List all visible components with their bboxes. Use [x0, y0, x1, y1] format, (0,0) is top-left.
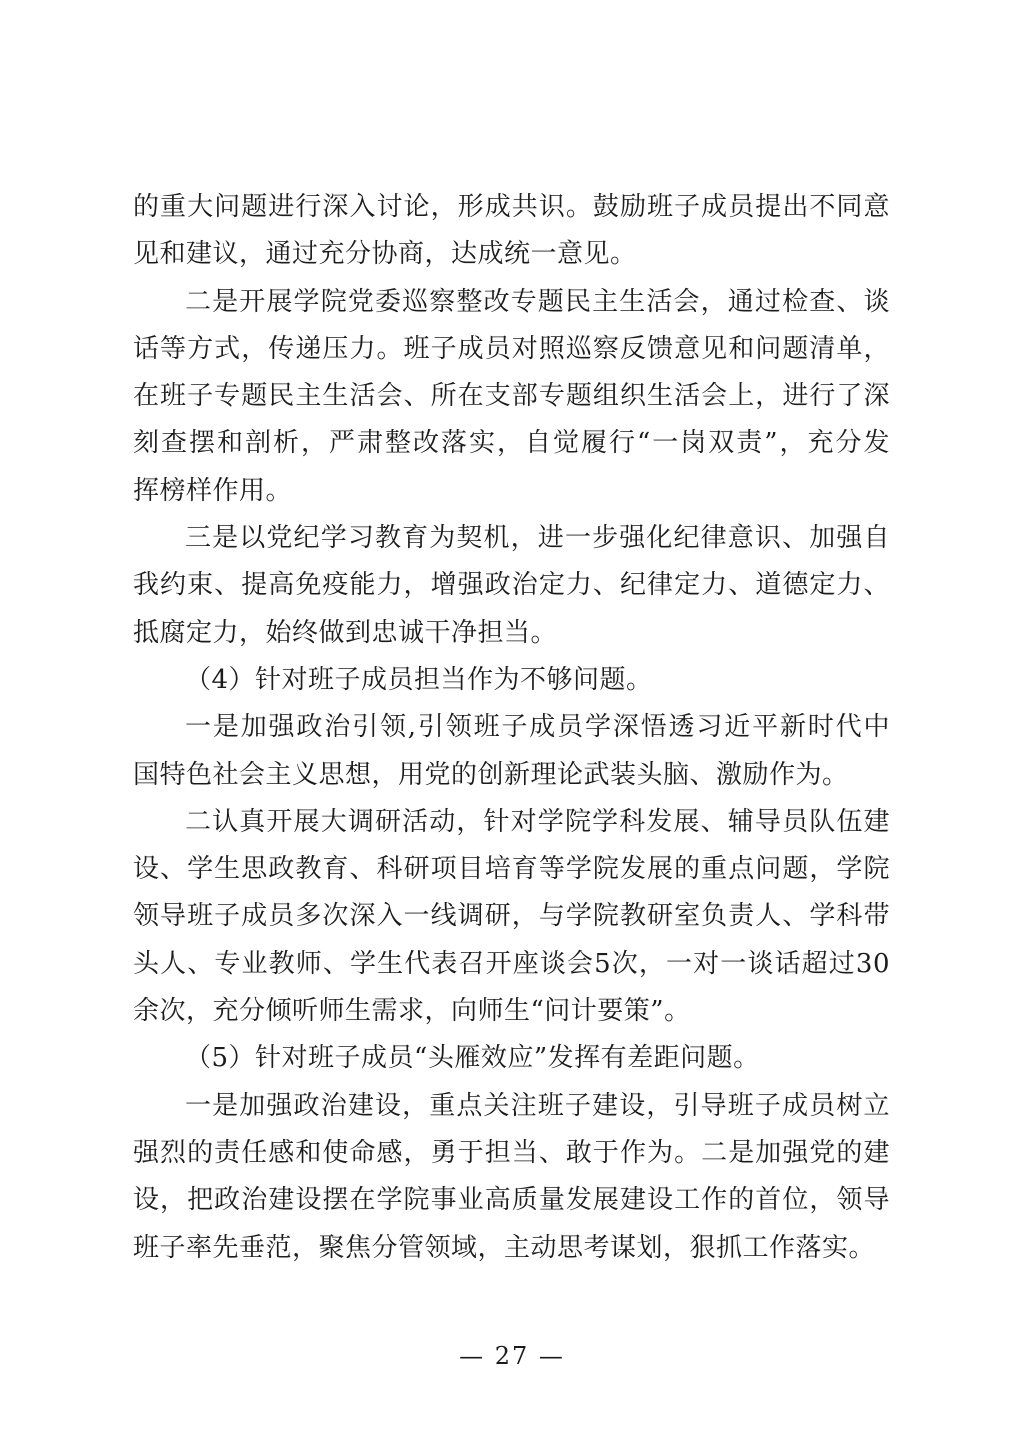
- text-line: 一是加强政治引领,引领班子成员学深悟透习近平新时代中: [185, 712, 890, 743]
- text-line: 我约束、提高免疫能力，增强政治定力、纪律定力、道德定力、: [133, 570, 890, 601]
- document-body: [133, 184, 890, 1272]
- text-line: 挥榜样作用。: [133, 475, 293, 506]
- text-line: （4）针对班子成员担当作为不够问题。: [185, 664, 653, 695]
- text-line: 在班子专题民主生活会、所在支部专题组织生活会上，进行了深: [133, 381, 890, 412]
- text-line: 的重大问题进行深入讨论，形成共识。鼓励班子成员提出不同意: [133, 192, 890, 222]
- text-line: 一是加强政治建设，重点关注班子建设，引导班子成员树立: [185, 1090, 890, 1121]
- text-line: 班子率先垂范，聚焦分管领域，主动思考谋划，狠抓工作落实。: [133, 1232, 876, 1263]
- text-line: 设，把政治建设摆在学院事业高质量发展建设工作的首位，领导: [133, 1185, 890, 1216]
- text-line: 话等方式，传递压力。班子成员对照巡察反馈意见和问题清单，: [133, 333, 890, 364]
- text-line: 三是以党纪学习教育为契机，进一步强化纪律意识、加强自: [185, 523, 890, 554]
- text-line: 刻查摆和剖析，严肃整改落实，自觉履行“一岗双责”，充分发: [133, 428, 890, 459]
- text-line: 余次，充分倾听师生需求，向师生“问计要策”。: [133, 996, 691, 1027]
- text-line: 见和建议，通过充分协商，达成统一意见。: [133, 239, 637, 270]
- text-line: 设、学生思政教育、科研项目培育等学院发展的重点问题，学院: [133, 854, 890, 885]
- page-number: — 27 —: [459, 1342, 565, 1370]
- text-line: 头人、专业教师、学生代表召开座谈会5次，一对一谈话超过30: [133, 948, 890, 979]
- text-line: 强烈的责任感和使命感，勇于担当、敢于作为。二是加强党的建: [133, 1137, 890, 1168]
- text-line: 国特色社会主义思想，用党的创新理论武装头脑、激励作为。: [133, 759, 849, 790]
- text-line: （5）针对班子成员“头雁效应”发挥有差距问题。: [185, 1043, 760, 1074]
- text-line: 领导班子成员多次深入一线调研，与学院教研室负责人、学科带: [133, 901, 890, 932]
- text-line: 抵腐定力，始终做到忠诚干净担当。: [133, 617, 558, 648]
- text-line: 二认真开展大调研活动，针对学院学科发展、辅导员队伍建: [185, 806, 890, 837]
- text-line: 二是开展学院党委巡察整改专题民主生活会，通过检查、谈: [185, 286, 890, 317]
